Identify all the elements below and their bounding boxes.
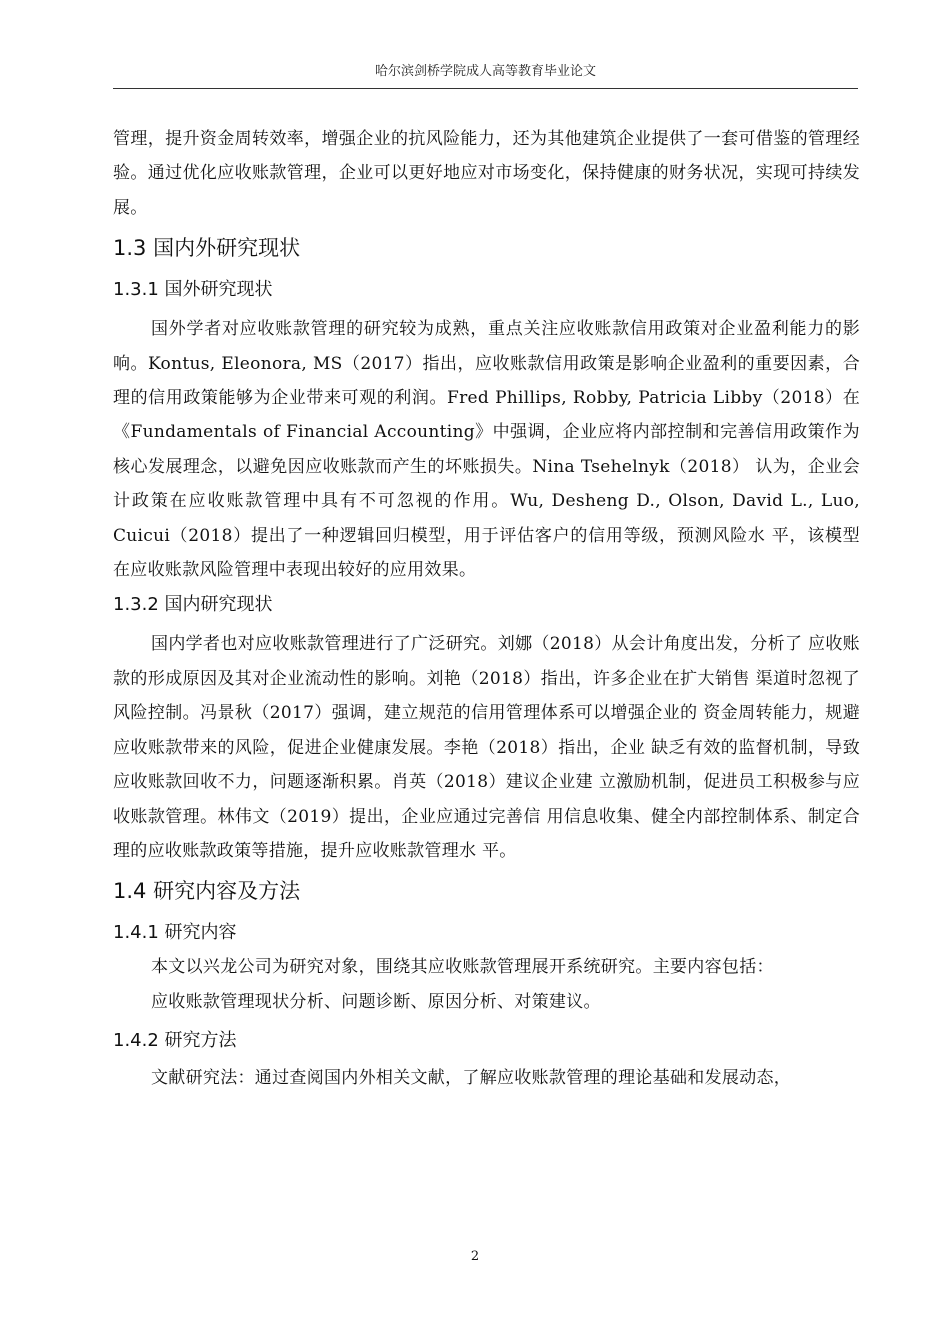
paragraph-research-method: 文献研究法：通过查阅国内外相关文献，了解应收账款管理的理论基础和发展动态， — [151, 1068, 792, 1089]
page-header — [113, 62, 858, 89]
section-heading-1-3-1: 1.3.1 国外研究现状 — [113, 279, 273, 301]
paragraph-research-content-1: 本文以兴龙公司为研究对象，围绕其应收账款管理展开系统研究。主要内容包括： — [151, 957, 774, 978]
paragraph-domestic-research: 国内学者也对应收账款管理进行了广泛研究。刘娜（2018）从会计角度出发，分析了 应收账款的形成原因及其对企业流动性的影响。刘艳（2018）指出，许多企业在扩大销售 渠道时忽视了风险控制。冯景秋（2017）强调，建立规范的信用管理体系可以增强企业的 资金周转能力，规避应收账款带来的风险，促进企业健康发展。李艳（2018）指出，企业 缺乏有效的监督机制，导致应收账款回收不力，问题逐渐积累。肖英（2018）建议企业建 立激励机制，促进员工积极参与应收账款管理。林伟文（2019）提出，企业应通过完善信 用信息收集、健全内部控制体系、制定合理的应收账款政策等措施，提升应收账款管理水 平。 — [113, 634, 860, 861]
page-body — [113, 122, 860, 1096]
section-heading-1-4-1: 1.4.1 研究内容 — [113, 922, 237, 944]
section-heading-1-4: 1.4 研究内容及方法 — [113, 879, 301, 904]
page-number: 2 — [470, 1249, 480, 1264]
header-title: 哈尔滨剑桥学院成人高等教育毕业论文 — [374, 64, 596, 79]
section-heading-1-4-2: 1.4.2 研究方法 — [113, 1030, 237, 1052]
paragraph-research-content-2: 应收账款管理现状分析、问题诊断、原因分析、对策建议。 — [151, 991, 601, 1012]
paragraph-foreign-research: 国外学者对应收账款管理的研究较为成熟，重点关注应收账款信用政策对企业盈利能力的影响。Kontus, Eleonora, MS（2017）指出，应收账款信用政策是影响企业盈利的重要因素，合理的信用政策能够为企业带来可观的利润。Fred Phillips, Robby, Patricia Libby（2018）在《Fundamentals of Financial Accounting》中强调，企业应将内部控制和完善信用政策作为核心发展理念，以避免因应收账款而产生的坏账损失。Nina Tsehelnyk（2018） 认为，企业会计政策在应收账款管理中具有不可忽视的作用。Wu, Desheng D., Olson, David L., Luo, Cuicui（2018）提出了一种逻辑回归模型，用于评估客户的信用等级，预测风险水 平，该模型在应收账款风险管理中表现出较好的应用效果。 — [113, 319, 860, 581]
section-heading-1-3-2: 1.3.2 国内研究现状 — [113, 594, 273, 616]
paragraph-intro: 管理，提升资金周转效率，增强企业的抗风险能力，还为其他建筑企业提供了一套可借鉴的管理经验。通过优化应收账款管理，企业可以更好地应对市场变化，保持健康的财务状况，实现可持续发展。 — [113, 129, 860, 218]
section-heading-1-3: 1.3 国内外研究现状 — [113, 236, 301, 261]
